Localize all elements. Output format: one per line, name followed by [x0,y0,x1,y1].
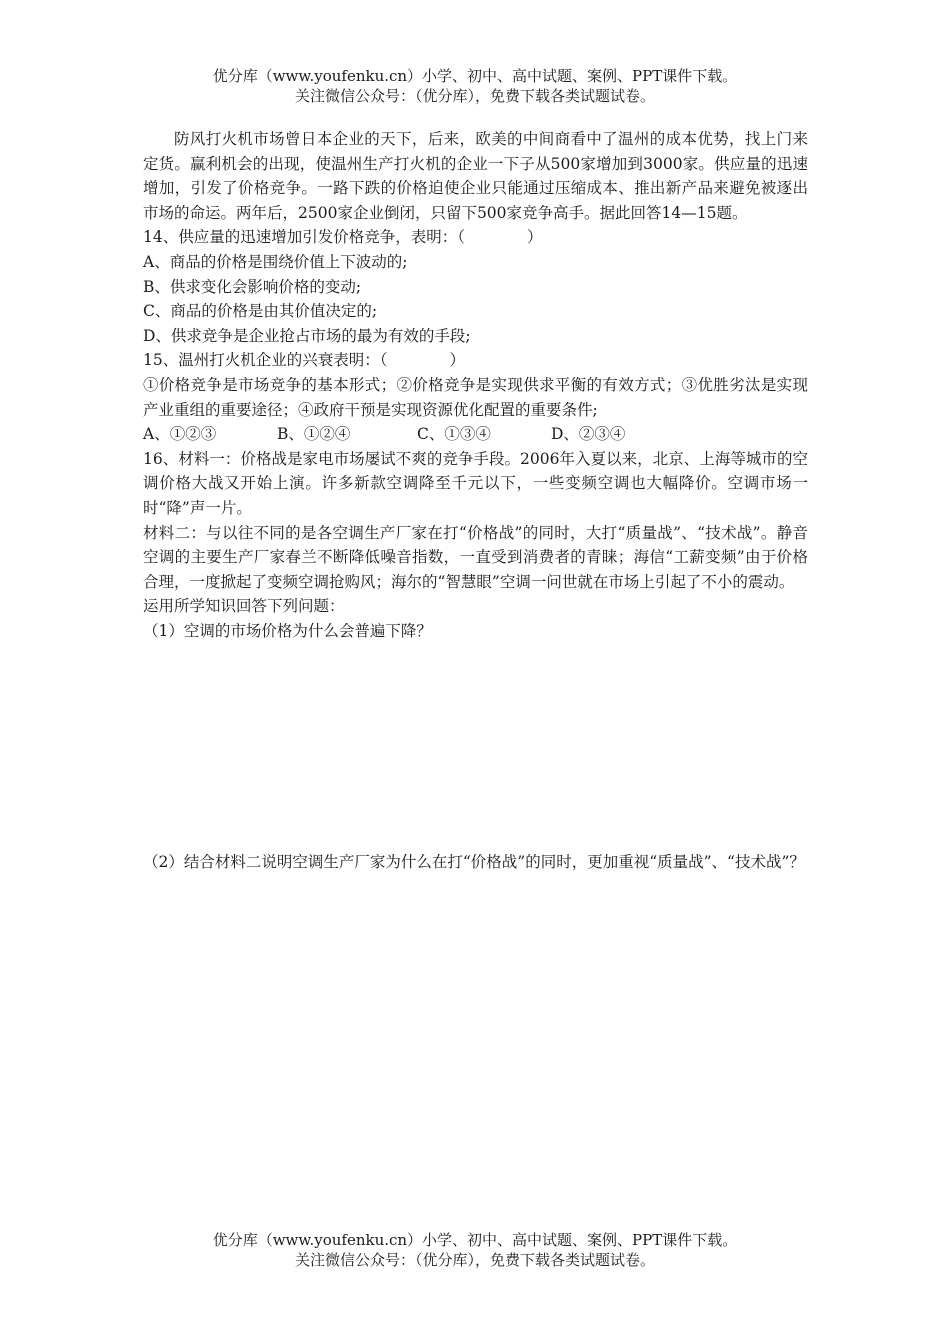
question-14-option-d: D、供求竞争是企业抢占市场的最为有效的手段; [143,326,471,345]
page-footer [0,1230,950,1270]
header-line-2: 关注微信公众号：（优分库），免费下载各类试题试卷。 [294,87,655,105]
question-16-sub-1: （1）空调的市场价格为什么会普遍下降？ [143,621,432,640]
header-line-1: 优分库（www.youfenku.cn）小学、初中、高中试题、案例、PPT课件下载。 [212,67,738,85]
footer-line-1: 优分库（www.youfenku.cn）小学、初中、高中试题、案例、PPT课件下载。 [212,1231,738,1249]
question-15-options [143,422,808,447]
question-15-option-a: A、①②③ [143,425,217,444]
page-header [0,66,950,106]
question-14-stem: 14、供应量的迅速增加引发价格竞争，表明：（ ） [143,228,543,247]
footer-line-2: 关注微信公众号：（优分库），免费下载各类试题试卷。 [294,1251,655,1269]
question-15-option-b: B、①②④ [277,425,351,444]
question-16-material-2: 材料二：与以往不同的是各空调生产厂家在打“价格战”的同时，大打“质量战”、“技术战”。静音空调的主要生产厂家春兰不断降低噪音指数，一直受到消费者的青睐；海信“工薪变频”由于价格合理，一度掀起了变频空调抢购风；海尔的“智慧眼”空调一问世就在市场上引起了不小的震动。 [143,523,808,591]
question-15-stem: 15、温州打火机企业的兴衰表明：（ ） [143,351,465,370]
question-16-material-1: 16、材料一：价格战是家电市场屡试不爽的竞争手段。2006年入夏以来，北京、上海等城市的空调价格大战又开始上演。许多新款空调降至千元以下，一些变频空调也大幅降价。空调市场一时“降”声一片。 [143,449,808,517]
document-body [143,127,808,871]
question-14-option-a: A、商品的价格是围绕价值上下波动的; [143,252,408,271]
question-16-instruction: 运用所学知识回答下列问题： [143,597,345,616]
question-15-option-d: D、②③④ [551,425,626,444]
passage-paragraph: 防风打火机市场曾日本企业的天下，后来，欧美的中间商看中了温州的成本优势，找上门来定货。赢利机会的出现，使温州生产打火机的企业一下子从500家增加到3000家。供应量的迅速增加，引发了价格竞争。一路下跌的价格迫使企业只能通过压缩成本、推出新产品来避免被逐出市场的命运。两年后，2500家企业倒闭，只留下500家竞争高手。据此回答14—15题。 [143,130,808,222]
question-15-option-c: C、①③④ [417,425,491,444]
question-16-sub-2: （2）结合材料二说明空调生产厂家为什么在打“价格战”的同时，更加重视“质量战”、“技术战”？ [143,853,805,871]
question-15-statements: ①价格竞争是市场竞争的基本形式；②价格竞争是实现供求平衡的有效方式；③优胜劣汰是实现产业重组的重要途径；④政府干预是实现资源优化配置的重要条件; [143,375,808,419]
question-14-option-c: C、商品的价格是由其价值决定的; [143,302,378,321]
question-14-option-b: B、供求变化会影响价格的变动; [143,277,362,296]
